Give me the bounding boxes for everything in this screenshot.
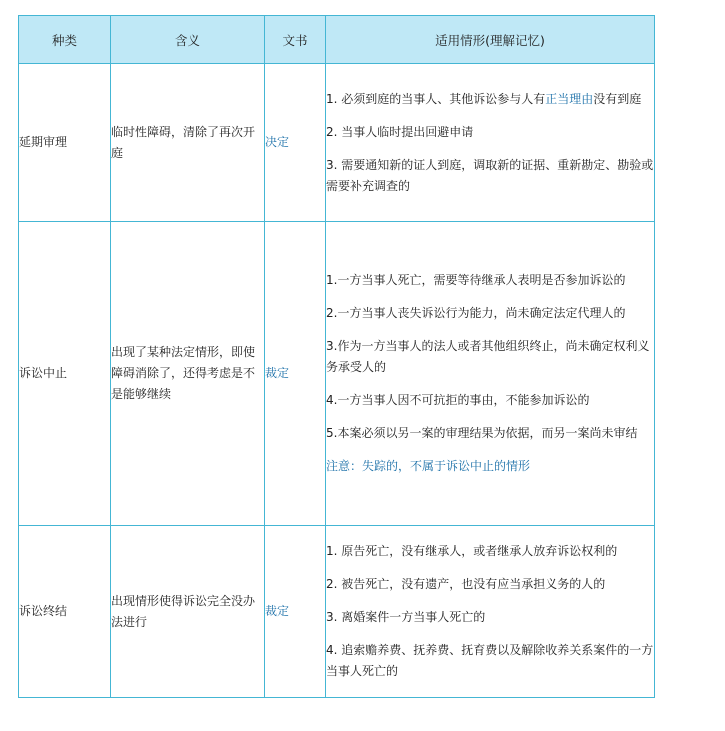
highlight-link[interactable]: 正当理由 [545,91,594,106]
condition-item: 4.一方当事人因不可抗拒的事由，不能参加诉讼的 [326,393,590,407]
condition-item: 2. 当事人临时提出回避申请 [326,124,474,139]
table-row [19,526,655,698]
condition-item: 4. 追索赡养费、抚养费、抚育费以及解除收养关系案件的一方当事人死亡的 [326,643,654,678]
header-document: 文书 [265,16,326,64]
condition-item: 5.本案必须以另一案的审理结果为依据，而另一案尚未审结 [326,426,638,440]
header-kind: 种类 [19,16,111,64]
document-link[interactable]: 裁定 [265,366,290,380]
kind-cell: 诉讼终结 [19,526,111,698]
table-row [19,64,655,222]
meaning-cell: 出现情形使得诉讼完全没办法进行 [111,526,265,698]
conditions-cell [326,222,655,526]
kind-cell: 延期审理 [19,64,111,222]
condition-item: 1. 原告死亡，没有继承人，或者继承人放弃诉讼权利的 [326,544,618,558]
condition-item: 3. 需要通知新的证人到庭，调取新的证据、重新勘定、勘验或需要补充调查的 [326,157,654,193]
header-meaning: 含义 [111,16,265,64]
document-cell [265,64,326,222]
meaning-cell: 临时性障碍，清除了再次开庭 [111,64,265,222]
condition-item: 3.作为一方当事人的法人或者其他组织终止，尚未确定权利义务承受人的 [326,339,650,374]
conditions-cell [326,64,655,222]
document-link[interactable]: 决定 [265,135,290,149]
meaning-cell: 出现了某种法定情形，即使障碍消除了，还得考虑是不是能够继续 [111,222,265,526]
condition-item: 1.一方当事人死亡，需要等待继承人表明是否参加诉讼的 [326,273,626,287]
condition-text: 1. 必须到庭的当事人、其他诉讼参与人有 [326,91,546,106]
document-link[interactable]: 裁定 [265,604,290,618]
header-conditions: 适用情形(理解记忆) [326,16,655,64]
table-row [19,222,655,526]
note-text: 注意：失踪的，不属于诉讼中止的情形 [326,459,531,473]
condition-item: 2.一方当事人丧失诉讼行为能力，尚未确定法定代理人的 [326,306,626,320]
condition-item: 3. 离婚案件一方当事人死亡的 [326,610,486,624]
condition-text: 没有到庭 [593,91,642,106]
kind-cell: 诉讼中止 [19,222,111,526]
condition-item [326,89,654,110]
document-cell [265,526,326,698]
condition-item: 2. 被告死亡，没有遗产，也没有应当承担义务的人的 [326,577,606,591]
header-row [19,16,655,64]
conditions-cell [326,526,655,698]
procedure-table [18,15,655,698]
document-cell [265,222,326,526]
